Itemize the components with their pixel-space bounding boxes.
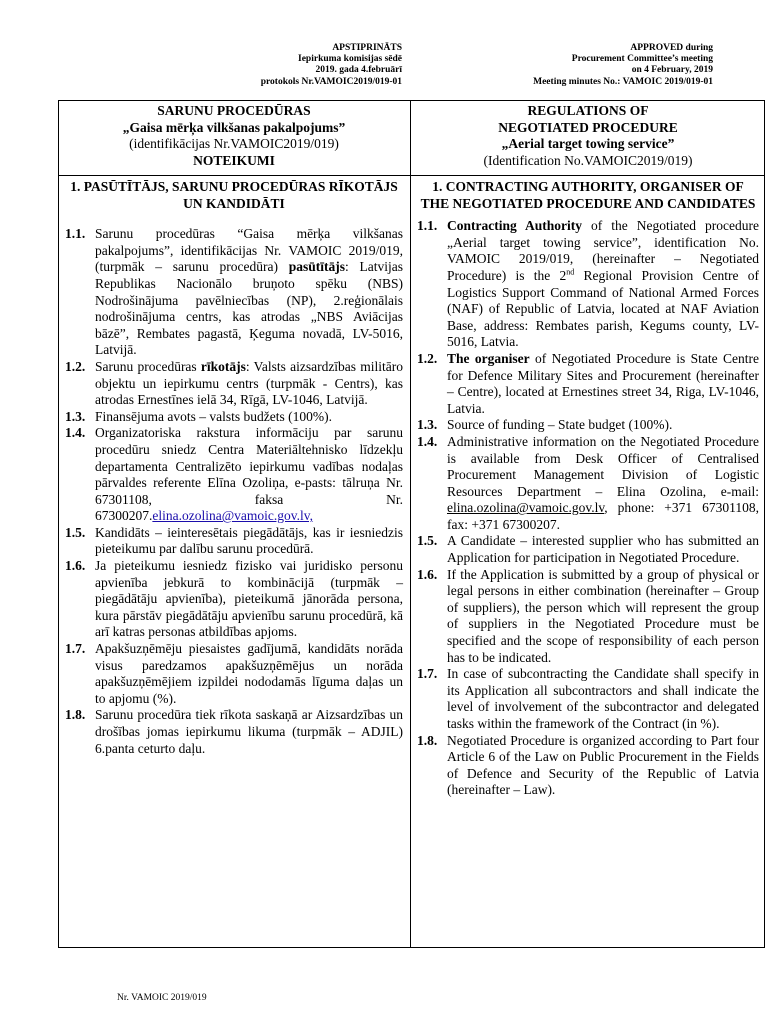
clause-emphasis: Contracting Authority — [447, 218, 583, 234]
approval-header-lv — [261, 43, 402, 88]
clause-number: 1.5. — [417, 533, 438, 549]
latvian-column — [65, 101, 403, 757]
title-line: (Identification No.VAMOIC2019/019) — [483, 152, 693, 168]
clause-item — [417, 567, 759, 667]
header-line: on 4 February, 2019 — [631, 65, 713, 76]
clause-item — [417, 666, 759, 732]
clause-text — [447, 434, 759, 534]
clause-number: 1.6. — [417, 566, 438, 582]
clause-text-part: of Negotiated Procedure is State Centre for Defence Military Sites and Procurement (hereinafter – Centre), located at Ernestines street 34, Riga, LV-1046, Latvia. — [447, 350, 759, 416]
clause-text — [95, 425, 403, 525]
clause-text-part: Administrative information on the Negotiated Procedure is available from Desk Officer of Centralised Procurement Management Division of Logistic Resources Department – Elina Ozolina, e-mail: — [447, 433, 759, 499]
english-column — [417, 101, 759, 799]
clause-text-part: Regional Provision Centre of Logistics Support Command of National Armed Forces (NAF) of Republic of Latvia, located at NAF Aviation Base, address: Rembates parish, Kegums county, LV-5016, Latvia. — [447, 267, 760, 350]
clause-item — [417, 351, 759, 417]
clause-text-part: Source of funding – State budget (100%). — [447, 417, 673, 433]
clause-item — [65, 525, 403, 558]
clause-number: 1.5. — [65, 524, 86, 540]
clause-text-part: Apakšuzņēmēju piesaistes gadījumā, kandidāts norāda visus paredzamos apakšuzņēmējus un norāda apakšuzņēmējiem izpildei nododamās līguma daļas un to apjomu (%). — [95, 641, 403, 706]
clause-list-en — [417, 218, 759, 799]
clause-text — [447, 218, 759, 351]
title-line: REGULATIONS OF — [527, 103, 649, 118]
clause-emphasis: The organiser — [447, 350, 530, 366]
clause-text-part: In case of subcontracting the Candidate shall specify in its Application all subcontractors and shall indicate the level of involvement of the subcontractor and delegated tasks within the framework of the Contract (in %). — [447, 666, 759, 731]
column-divider — [410, 101, 411, 947]
email-link[interactable]: elina.ozolina@vamoic.gov.lv, — [152, 508, 314, 524]
clause-text-part: If the Application is submitted by a group of physical or legal persons in either combination (hereinafter – Group of suppliers), the person which will represent the group of suppliers in the Negotiated Procedure must be specified and the scope of responsibility of each person has to be indicated. — [447, 566, 759, 665]
clause-item — [417, 434, 759, 534]
clause-item — [65, 558, 403, 641]
title-line: (identifikācijas Nr.VAMOIC2019/019) — [129, 136, 339, 152]
clause-text — [447, 417, 759, 434]
page-footer: Nr. VAMOIC 2019/019 — [117, 993, 207, 1003]
clause-item — [65, 359, 403, 409]
document-title-lv — [65, 103, 403, 175]
clause-text-part: Sarunu procedūras — [95, 358, 201, 374]
clause-item — [417, 533, 759, 566]
clause-text-part: Negotiated Procedure is organized according to Part four Article 6 of the Law on Public Procurement in the Fields of Defence and Security of the Republic of Latvia (hereinafter – Law). — [447, 732, 759, 798]
section-heading-en: 1. CONTRACTING AUTHORITY, ORGANISER OF THE NEGOTIATED PROCEDURE AND CANDIDATES — [420, 179, 756, 211]
clause-item — [417, 417, 759, 434]
header-line: Procurement Committee’s meeting — [571, 54, 713, 65]
clause-text — [95, 707, 403, 757]
title-line: SARUNU PROCEDŪRAS — [157, 103, 311, 118]
clause-text — [447, 666, 759, 732]
clause-text-part: : Latvijas Republikas Nacionālo bruņoto spēku (NBS) Nodrošinājuma pavēlniecības (NP), 2.reģionālais nodrošinājuma centrs, kas atrodas „NBS Aviācijas bāzē”, Rembates pagastā, Ķeguma novadā, LV-5016, Latvijā. — [95, 259, 403, 358]
clause-text — [447, 351, 759, 417]
clause-text — [95, 359, 403, 409]
clause-item — [65, 707, 403, 757]
title-line: „Gaisa mērķa vilkšanas pakalpojums” — [122, 119, 346, 135]
clause-text-part: A Candidate – interested supplier who has submitted an Application for participation in Negotiated Procedure. — [447, 533, 759, 566]
clause-number: 1.8. — [417, 732, 438, 748]
clause-text-part: Ja pieteikumu iesniedz fizisko vai juridisko personu apvienība jebkurā to kombinācijā (turpmāk – piegādātāju apvienība), pieteikumā jānorāda persona, kura pārstāv piegādātāju apvienību sarunu procedūrā, kā arī katras personas atbildības apjoms. — [95, 558, 403, 640]
clause-number: 1.7. — [65, 641, 86, 657]
header-line: APSTIPRINĀTS — [332, 43, 402, 53]
header-line: APPROVED during — [630, 43, 713, 53]
ordinal-suffix: nd — [566, 267, 575, 277]
section-heading-lv: 1. PASŪTĪTĀJS, SARUNU PROCEDŪRAS RĪKOTĀJS UN KANDIDĀTI — [70, 179, 398, 211]
clause-text — [447, 733, 759, 799]
header-line: Iepirkuma komisijas sēdē — [298, 54, 402, 65]
clause-item — [65, 641, 403, 707]
document-title-en — [417, 103, 759, 175]
clause-text-part: Sarunu procedūras “Gaisa mērķa vilkšanas pakalpojums”, identifikācijas Nr. VAMOIC 2019/019, (turpmāk – sarunu procedūra) — [95, 226, 403, 275]
clause-item — [417, 218, 759, 351]
clause-number: 1.4. — [65, 425, 86, 441]
clause-item — [65, 226, 403, 359]
clause-text — [447, 567, 759, 667]
clause-text — [95, 226, 403, 359]
clause-emphasis: rīkotājs — [200, 358, 246, 374]
clause-text-part: Sarunu procedūra tiek rīkota saskaņā ar Aizsardzības un drošības jomas iepirkumu likuma (turpmāk – ADJIL) 6.panta ceturto daļu. — [95, 707, 403, 756]
clause-text-part: , phone: +371 67301108, fax: +371 67300207. — [447, 500, 759, 532]
bilingual-table — [58, 100, 765, 948]
clause-text — [95, 525, 403, 558]
clause-text — [95, 558, 403, 641]
clause-item — [65, 409, 403, 426]
clause-text-part: of the Negotiated procedure „Aerial target towing service”, identification No. VAMOIC 2019/019, (hereinafter – Negotiated Procedure) is the 2 — [447, 218, 759, 283]
clause-number: 1.7. — [417, 666, 438, 682]
title-line: „Aerial target towing service” — [501, 136, 675, 152]
clause-number: 1.3. — [417, 417, 438, 433]
clause-text-part: Kandidāts – ieinteresētais piegādātājs, kas ir iesniedzis pieteikumu par dalību sarunu procedūrā. — [95, 524, 403, 557]
clause-text — [447, 533, 759, 566]
clause-text-part: tālruņa Nr. 67301108, faksa Nr. 67300207. — [95, 475, 403, 524]
approval-header-en — [533, 43, 713, 88]
email-link: elina.ozolina@vamoic.gov.lv — [447, 500, 605, 516]
clause-emphasis: pasūtītājs — [288, 259, 345, 275]
clause-number: 1.2. — [65, 358, 86, 374]
clause-number: 1.3. — [65, 408, 86, 424]
title-line: NOTEIKUMI — [193, 152, 275, 168]
header-line: protokols Nr.VAMOIC2019/019-01 — [260, 76, 402, 87]
clause-number: 1.8. — [65, 707, 86, 723]
clause-number: 1.6. — [65, 558, 86, 574]
clause-text — [95, 409, 403, 426]
clause-item — [417, 733, 759, 799]
header-line: 2019. gada 4.februārī — [315, 65, 402, 76]
header-line: Meeting minutes No.: VAMOIC 2019/019-01 — [533, 76, 713, 87]
clause-text-part: Organizatoriska rakstura informāciju par sarunu procedūru sniedz Centra Materiāltehnisko līdzekļu departamenta Centralizēto iepirkumu vadības nodaļas pārvaldes referente Elīna Ozoliņa, e-pasts: — [95, 425, 403, 491]
clause-list-lv — [65, 226, 403, 757]
clause-item — [65, 425, 403, 525]
clause-number: 1.1. — [65, 226, 86, 242]
clause-number: 1.4. — [417, 433, 438, 449]
clause-text-part: Finansējuma avots – valsts budžets (100%). — [95, 408, 332, 424]
clause-text — [95, 641, 403, 707]
title-line: NEGOTIATED PROCEDURE — [498, 119, 678, 135]
clause-text-part: : Valsts aizsardzības militāro objektu un iepirkumu centrs (turpmāk - Centrs), kas atrodas Ernestīnes ielā 34, Rīgā, LV-1046, Latvijā. — [95, 358, 404, 408]
clause-number: 1.2. — [417, 350, 438, 366]
clause-number: 1.1. — [417, 218, 438, 234]
